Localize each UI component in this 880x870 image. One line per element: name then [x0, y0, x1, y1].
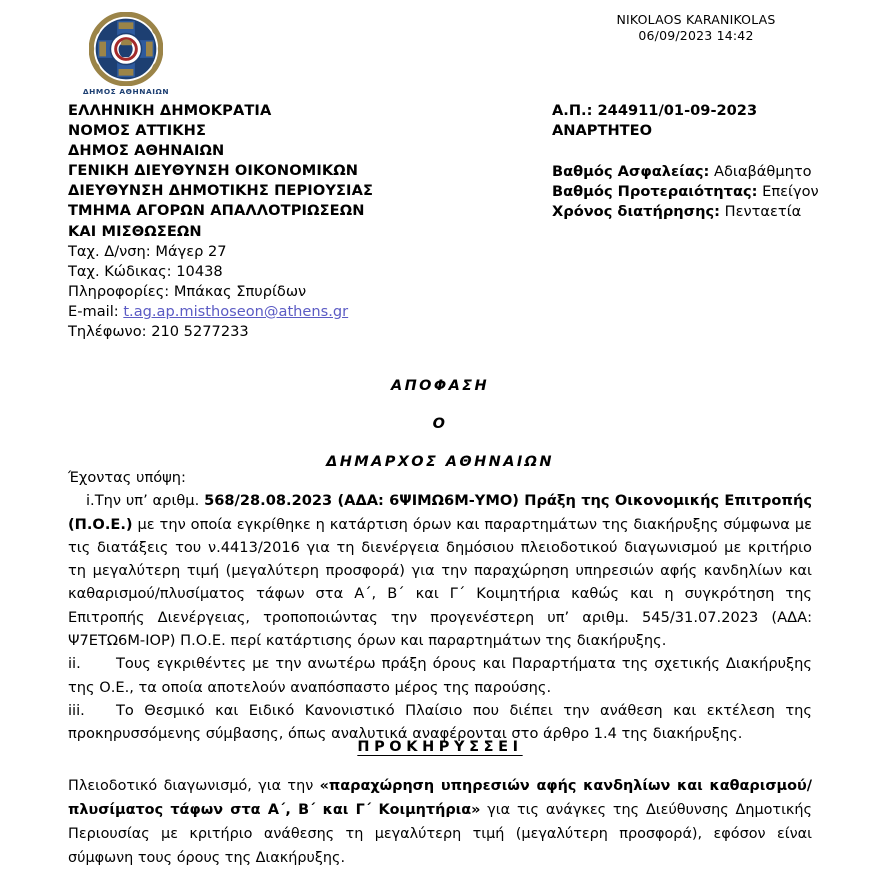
header-left-block: [68, 101, 508, 342]
retention-time-row: [552, 202, 872, 222]
signature-datetime: 06/09/2023 14:42: [638, 28, 754, 43]
posting-flag: ΑΝΑΡΤΗΤΕΟ: [552, 122, 652, 140]
municipality-seal-icon: [89, 12, 163, 86]
body-lead: Έχοντας υπόψη:: [68, 469, 186, 486]
contact-person-value: Μπάκας Σπυρίδων: [173, 282, 307, 300]
contact-person-row: [68, 282, 508, 302]
address-label: Ταχ. Δ/νση:: [68, 242, 151, 260]
retention-time-label: Χρόνος διατήρησης:: [552, 203, 720, 221]
security-level-row: [552, 162, 872, 182]
decision-title-block: [0, 378, 880, 470]
decision-article: Ο: [432, 416, 448, 432]
retention-time-value: Πενταετία: [724, 203, 802, 221]
postcode-row: [68, 262, 508, 282]
header-right-block: [552, 101, 872, 222]
item-ii-label: ii.: [68, 655, 81, 673]
item-i-rest: με την οποία εγκρίθηκε η κατάρτιση όρων και παραρτημάτων της διακήρυξης σύμφωνα με τις διατάξεις του ν.4413/2016 για τη διενέργεια δημόσιου πλειοδοτικού διαγωνισμού με κριτήριο τη μεγαλύτερη τιμή (μεγαλύτερη προσφορά) για την παραχώρηση υπηρεσιών αφής κανδηλίων και καθαρισμού/πλυσίματος τάφων στα Α΄, Β΄ και Γ΄ Κοιμητήρια καθώς και η συγκρότηση της Επιτροπής Διενέργειας, τροποποιώντας την προγενέστερη υπ’ αριθμ. 545/31.07.2023 (ΑΔΑ: Ψ7ΕΤΩ6Μ-ΙΟΡ) Π.Ο.Ε. περί κατάρτισης όρων και παραρτημάτων της διακήρυξης.: [68, 515, 812, 650]
document-body: [68, 466, 812, 746]
emblem-caption: ΔΗΜΟΣ ΑΘΗΝΑΙΩΝ: [82, 87, 170, 96]
closing-prefix: Πλειοδοτικό διαγωνισμό, για την: [68, 778, 320, 795]
phone-value: 210 5277233: [151, 323, 249, 341]
postcode-value: 10438: [176, 262, 223, 280]
signature-name: NIKOLAOS KARANIKOLAS: [616, 12, 776, 27]
priority-level-label: Βαθμός Προτεραιότητας:: [552, 183, 758, 201]
closing-paragraph: [68, 774, 812, 870]
emblem-block: [78, 12, 174, 96]
email-label: E-mail:: [68, 302, 119, 320]
proclaim-heading-text: ΠΡΟΚΗΡΥΣΣΕΙ: [357, 739, 523, 755]
item-iii-label: iii.: [68, 701, 85, 719]
org-line-2: ΝΟΜΟΣ ΑΤΤΙΚΗΣ: [68, 122, 207, 140]
org-line-3: ΔΗΜΟΣ ΑΘΗΝΑΙΩΝ: [68, 142, 225, 160]
phone-label: Τηλέφωνο:: [68, 323, 147, 341]
decision-title: ΑΠΟΦΑΣΗ: [390, 378, 490, 394]
item-ii-text: Τους εγκριθέντες με την ανωτέρω πράξη όρους και Παραρτήματα της σχετικής Διακήρυξης της Ο.Ε., τα οποία αποτελούν αναπόσπαστο μέρος της παρούσης.: [68, 655, 812, 696]
org-line-1: ΕΛΛΗΝΙΚΗ ΔΗΜΟΚΡΑΤΙΑ: [68, 102, 272, 119]
security-level-label: Βαθμός Ασφαλείας:: [552, 163, 710, 181]
phone-row: [68, 322, 508, 342]
email-link[interactable]: t.ag.ap.misthoseon@athens.gr: [123, 302, 349, 320]
address-value: Μάγερ 27: [155, 242, 227, 260]
decision-issuer: ΔΗΜΑΡΧΟΣ ΑΘΗΝΑΙΩΝ: [326, 454, 554, 470]
closing-bold-subject: «παραχώρηση υπηρεσιών αφής κανδηλίων και καθαρισμού/πλυσίματος τάφων στα Α΄, Β΄ και Γ΄ Κοιμητήρια»: [68, 778, 812, 819]
email-row: [68, 302, 508, 322]
proclaim-heading: [0, 736, 880, 755]
priority-level-row: [552, 182, 872, 202]
digital-signature-stamp: [556, 12, 836, 44]
closing-rest: για τις ανάγκες της Διεύθυνσης Δημοτικής Περιουσίας με κριτήριο ανάθεσης τη μεγαλύτερη τιμή (μεγαλύτερη προσφορά), εφόσον είναι σύμφωνη τους όρους της Διακήρυξης.: [68, 802, 812, 867]
body-item-i: [68, 489, 812, 652]
priority-level-value: Επείγον: [762, 183, 819, 201]
item-i-bold-reference: 568/28.08.2023 (ΑΔΑ: 6ΨΙΜΩ6Μ-ΥΜΟ) Πράξη της Οικονομικής Επιτροπής (Π.Ο.Ε.): [68, 492, 812, 533]
security-level-value: Αδιαβάθμητο: [713, 163, 812, 181]
org-line-5: ΔΙΕΥΘΥΝΣΗ ΔΗΜΟΤΙΚΗΣ ΠΕΡΙΟΥΣΙΑΣ: [68, 182, 374, 200]
org-line-6: ΤΜΗΜΑ ΑΓΟΡΩΝ ΑΠΑΛΛΟΤΡΙΩΣΕΩΝ: [68, 202, 365, 220]
item-i-prefix: i.Την υπ’ αριθμ.: [86, 492, 205, 510]
org-line-7: ΚΑΙ ΜΙΣΘΩΣΕΩΝ: [68, 222, 202, 240]
org-line-4: ΓΕΝΙΚΗ ΔΙΕΥΘΥΝΣΗ ΟΙΚΟΝΟΜΙΚΩΝ: [68, 162, 359, 180]
postcode-label: Ταχ. Κώδικας:: [68, 262, 172, 280]
protocol-number: Α.Π.: 244911/01-09-2023: [552, 102, 758, 119]
contact-person-label: Πληροφορίες:: [68, 282, 170, 300]
header-right-spacer: [552, 141, 872, 162]
body-item-ii: [68, 652, 812, 699]
item-iii-text: Το Θεσμικό και Ειδικό Κανονιστικό Πλαίσιο που διέπει την ανάθεση και εκτέλεση της προκηρυσσόμενης σύμβασης, όπως αναλυτικά αναφέρονται στο άρθρο 1.4 της διακήρυξης.: [68, 701, 812, 743]
address-row: [68, 242, 508, 262]
